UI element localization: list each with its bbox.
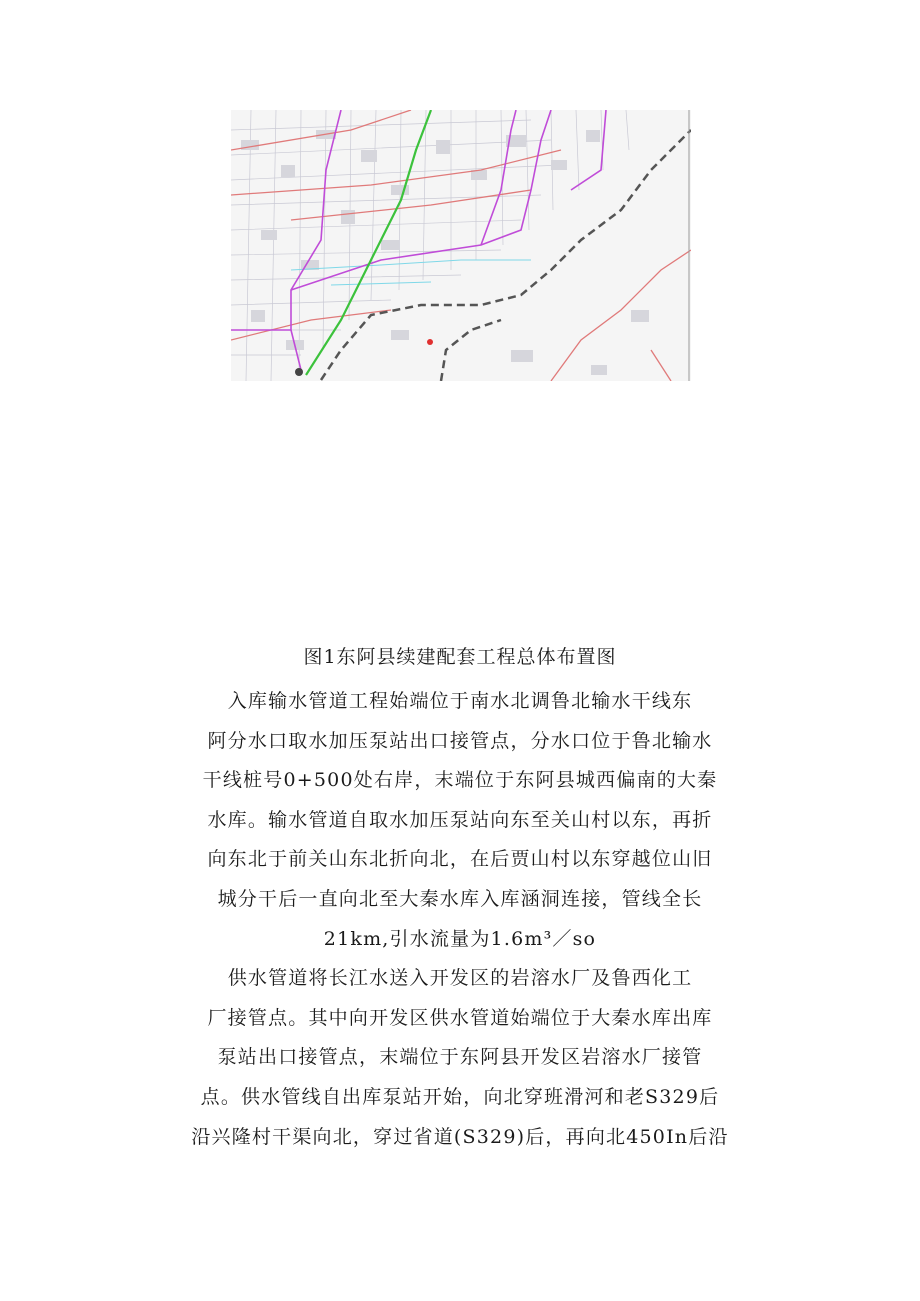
text-line: 入库输水管道工程始端位于南水北调鲁北输水干线东 bbox=[227, 690, 693, 712]
text-line: 21km,引水流量为1.6m³／so bbox=[323, 927, 597, 950]
body-text bbox=[0, 682, 920, 1157]
text-line: 厂接管点。其中向开发区供水管道始端位于大秦水库出库 bbox=[207, 1006, 713, 1029]
text-line: 水库。输水管道自取水加压泵站向东至关山村以东，再折 bbox=[207, 808, 713, 831]
text-line: 城分干后一直向北至大秦水库入库涵洞连接，管线全长 bbox=[217, 887, 703, 910]
pump-station-marker bbox=[295, 368, 303, 376]
paragraph-inlet-pipeline bbox=[0, 682, 920, 959]
reservoir-marker bbox=[427, 339, 433, 345]
text-line: 点。供水管线自出库泵站开始，向北穿班滑河和老S329后 bbox=[200, 1085, 720, 1108]
text-line: 阿分水口取水加压泵站出口接管点，分水口位于鲁北输水 bbox=[207, 729, 713, 752]
text-line: 干线桩号0+500处右岸，末端位于东阿县城西偏南的大秦 bbox=[202, 769, 718, 792]
paragraph-supply-pipeline bbox=[0, 959, 920, 1157]
figure-caption: 图1东阿县续建配套工程总体布置图 bbox=[303, 646, 617, 668]
layout-map bbox=[231, 110, 691, 381]
text-line: 向东北于前关山东北折向北，在后贾山村以东穿越位山旧 bbox=[207, 848, 713, 871]
text-line: 供水管道将长江水送入开发区的岩溶水厂及鲁西化工 bbox=[227, 967, 693, 990]
layout-map-figure bbox=[231, 110, 691, 381]
text-line: 泵站出口接管点，末端位于东阿县开发区岩溶水厂接管 bbox=[217, 1046, 703, 1069]
text-line: 沿兴隆村干渠向北，穿过省道(S329)后，再向北450In后沿 bbox=[191, 1125, 729, 1148]
